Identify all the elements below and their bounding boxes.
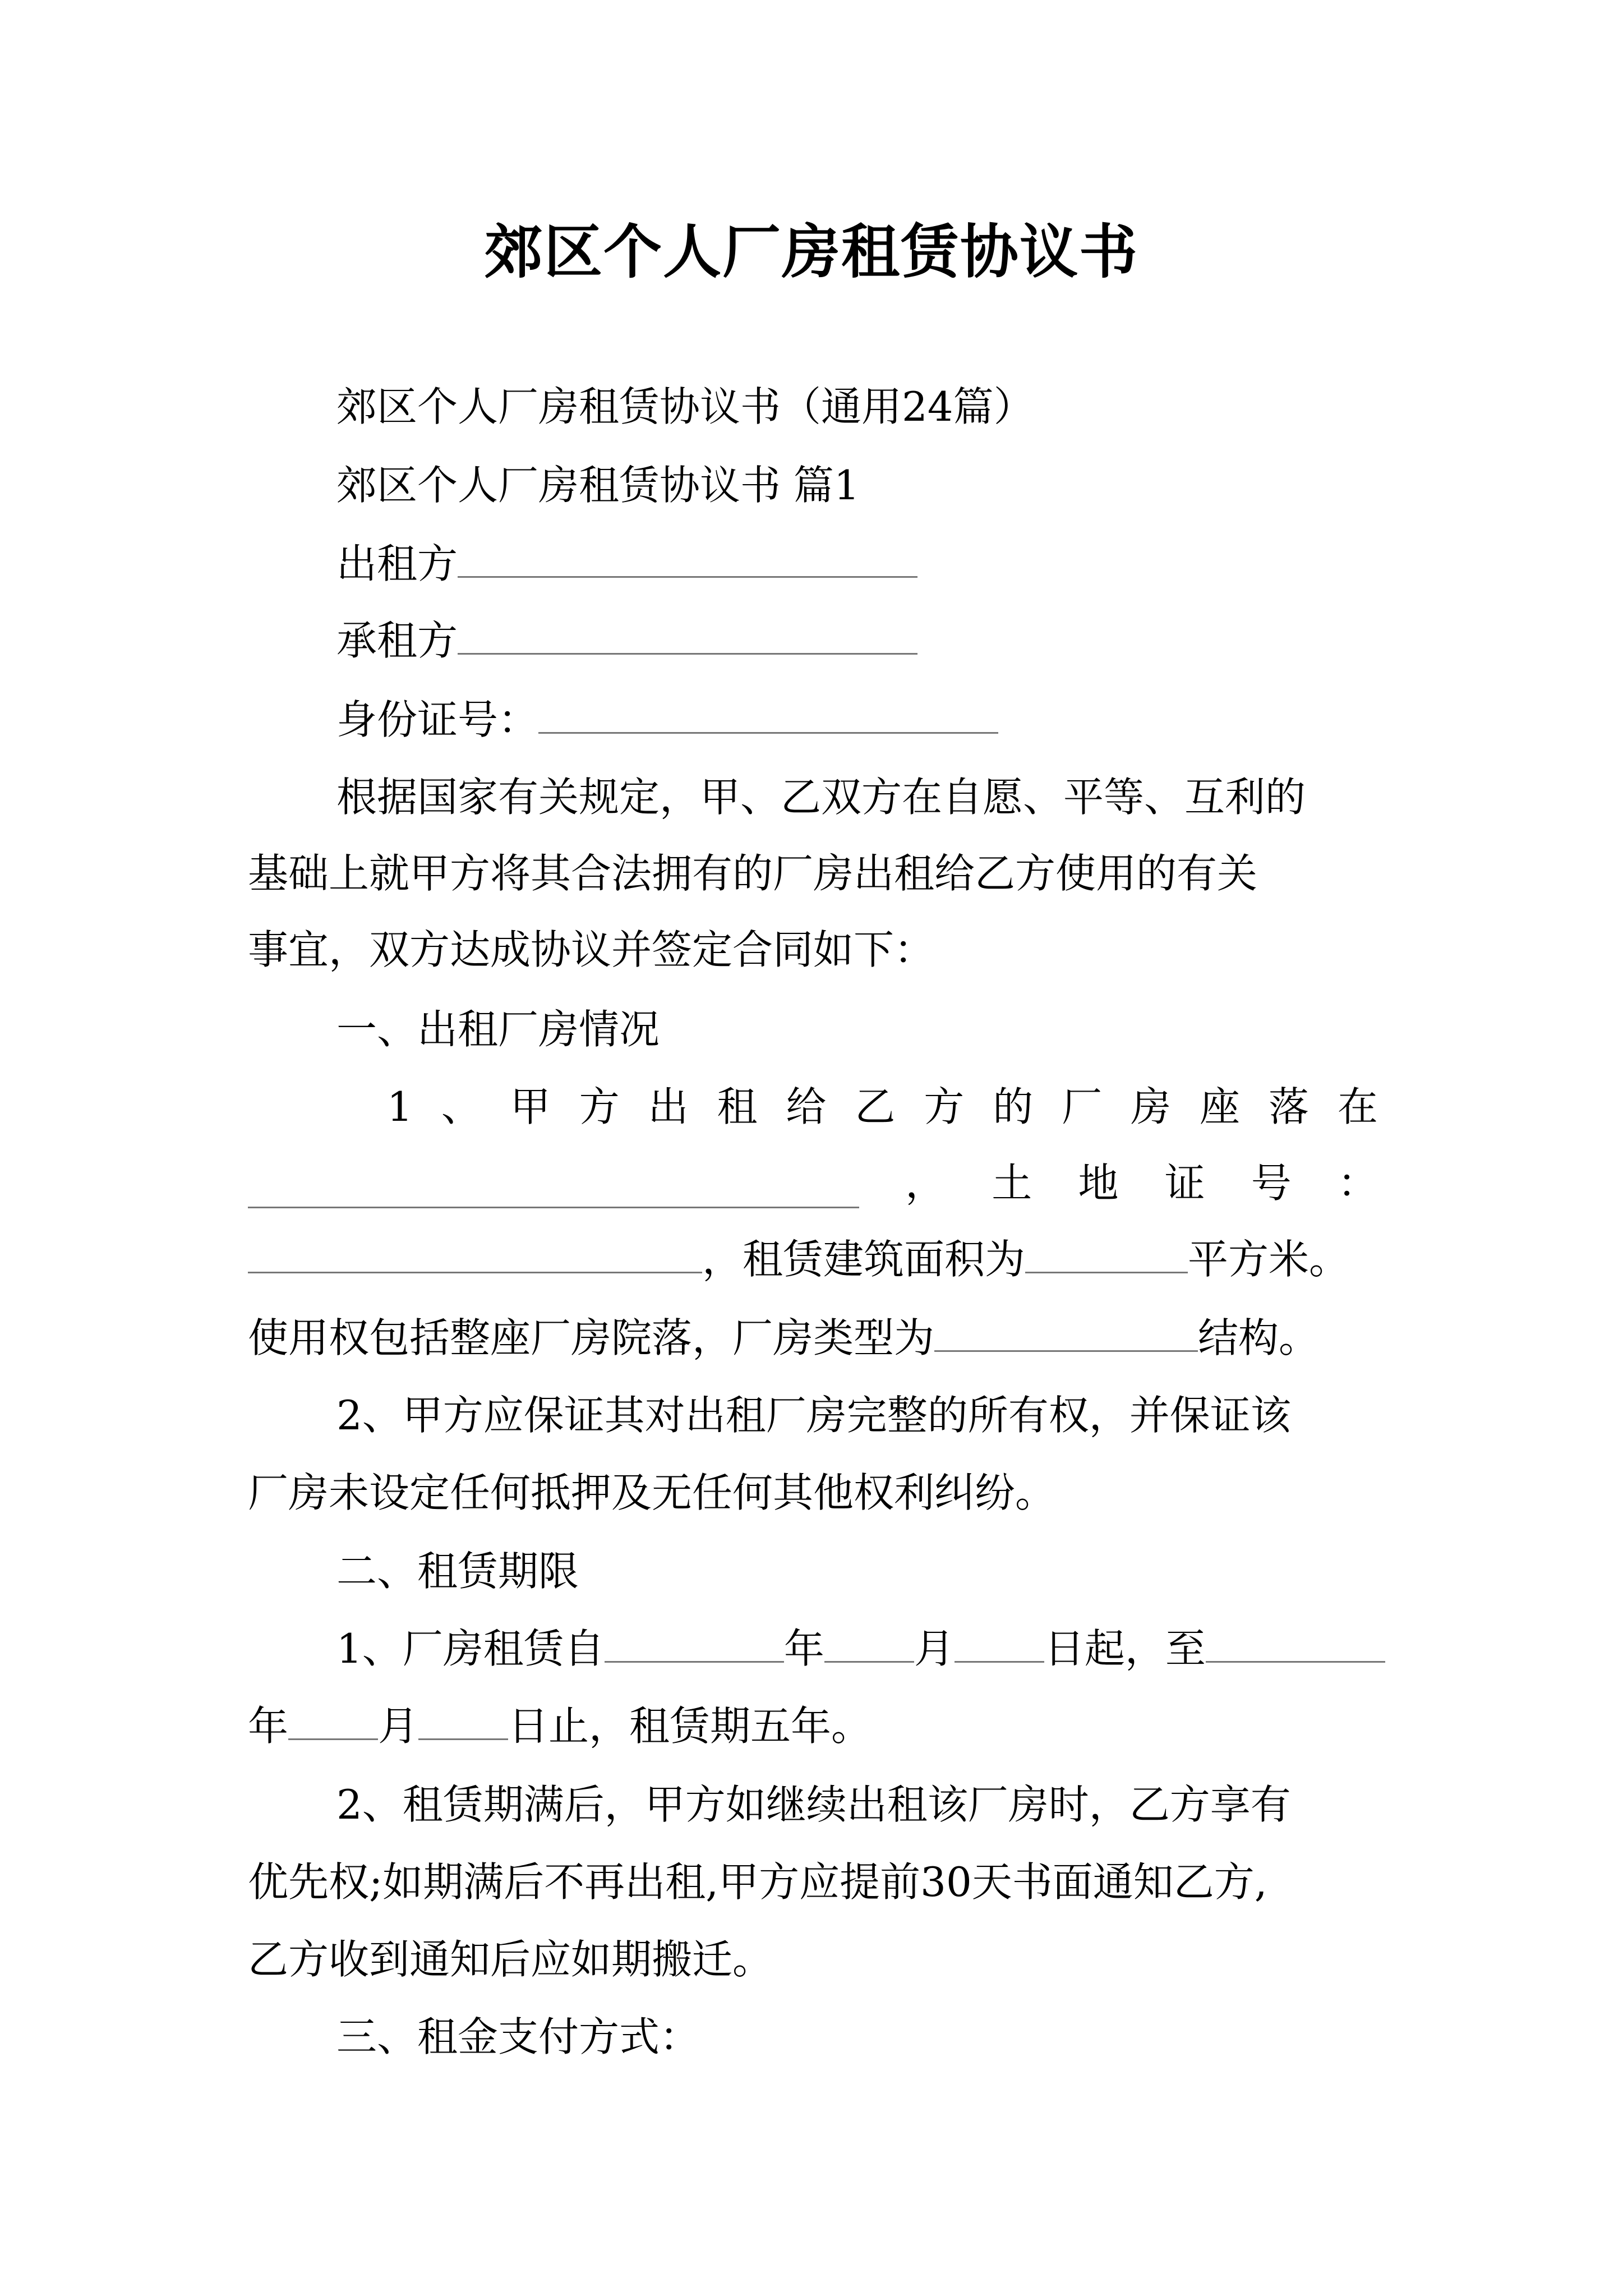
year-label: 年 (783, 1625, 824, 1672)
lessee-label: 承租方 (336, 617, 458, 664)
char: 给 (786, 1083, 827, 1130)
intro-line-2: 基础上就甲方将其合法拥有的厂房出租给乙方使用的有关 (248, 850, 1258, 897)
sec1-p1-line-2 (248, 1158, 1378, 1208)
char: 号 (1251, 1159, 1292, 1207)
area-blank (1025, 1235, 1188, 1273)
chapter-heading: 郊区个人厂房租赁协议书 篇1 (336, 462, 860, 509)
lessee-line (336, 615, 917, 666)
from-month-blank (824, 1624, 914, 1663)
intro-line-1: 根据国家有关规定，甲、乙双方在自愿、平等、互利的 (336, 774, 1306, 821)
land-cert-blank (248, 1235, 702, 1273)
sec1-p2-line-2: 厂房未设定任何抵押及无任何其他权利纠纷。 (248, 1469, 1056, 1516)
char: 租 (717, 1083, 758, 1130)
from-day-blank (955, 1624, 1044, 1663)
structure-blank (934, 1313, 1198, 1352)
id-label: 身份证号： (336, 696, 539, 743)
sec2-p2-line-2: 优先权;如期满后不再出租,甲方应提前30天书面通知乙方, (248, 1858, 1267, 1906)
from-year-blank (605, 1624, 784, 1663)
usage-text: 使用权包括整座厂房院落，厂房类型为 (248, 1314, 935, 1361)
char: 乙 (855, 1083, 896, 1130)
to-year-blank (1206, 1624, 1385, 1663)
lessor-label: 出租方 (336, 540, 458, 587)
document-title: 郊区个人厂房租赁协议书 (484, 217, 1138, 286)
sec2-p2-line-1: 2、租赁期满后，甲方如继续出租该厂房时，乙方享有 (336, 1781, 1291, 1828)
char: 甲 (510, 1083, 551, 1130)
char: 方 (924, 1083, 965, 1130)
char: 厂 (1062, 1083, 1103, 1130)
section-2-title: 二、租赁期限 (336, 1548, 579, 1595)
document-subtitle: 郊区个人厂房租赁协议书（通用24篇） (336, 383, 1034, 430)
sec1-p1-line-4 (248, 1313, 1319, 1363)
sec2-p2-line-3: 乙方收到通知后应如期搬迁。 (248, 1936, 773, 1983)
sec1-p1-line-3 (248, 1234, 1349, 1285)
id-line (336, 694, 998, 745)
char: ， (905, 1159, 946, 1207)
section-3-title: 三、租金支付方式： (336, 2013, 700, 2060)
id-blank (538, 695, 998, 734)
section-1-title: 一、出租厂房情况 (336, 1006, 660, 1053)
char: 落 (1268, 1083, 1309, 1130)
lessee-blank (458, 616, 917, 655)
sec2-p1-line-1 (336, 1623, 1385, 1674)
char: 地 (1078, 1159, 1119, 1207)
to-month-blank (288, 1701, 378, 1740)
structure-text: 结构。 (1198, 1314, 1320, 1361)
char: 在 (1337, 1083, 1378, 1130)
sec1-p2-line-1: 2、甲方应保证其对出租厂房完整的所有权，并保证该 (336, 1392, 1291, 1439)
day-from-label: 日起，至 (1044, 1625, 1206, 1672)
char: 座 (1200, 1083, 1241, 1130)
lease-from-text: 1、厂房租赁自 (336, 1625, 605, 1672)
sec1-p1-line-1 (387, 1082, 1378, 1132)
char: 、 (441, 1083, 482, 1130)
lessor-blank (458, 539, 917, 578)
sec2-p1-line-2 (248, 1701, 872, 1751)
day-to-label: 日止，租赁期五年。 (508, 1703, 872, 1750)
year-label: 年 (248, 1703, 289, 1750)
month-label: 月 (914, 1625, 955, 1672)
char: 证 (1164, 1159, 1205, 1207)
char: 房 (1131, 1083, 1172, 1130)
lessor-line (336, 539, 917, 589)
location-blank (248, 1170, 859, 1208)
char: 的 (993, 1083, 1034, 1130)
char: 方 (579, 1083, 620, 1130)
month-label: 月 (378, 1703, 419, 1750)
char: 土 (992, 1159, 1032, 1207)
area-text: ，租赁建筑面积为 (702, 1236, 1026, 1283)
char: ： (1337, 1159, 1378, 1207)
area-unit: 平方米。 (1188, 1236, 1350, 1283)
intro-line-3: 事宜，双方达成协议并签定合同如下： (248, 926, 935, 973)
to-day-blank (418, 1701, 508, 1740)
char: 出 (648, 1083, 689, 1130)
char: 1 (387, 1083, 413, 1130)
